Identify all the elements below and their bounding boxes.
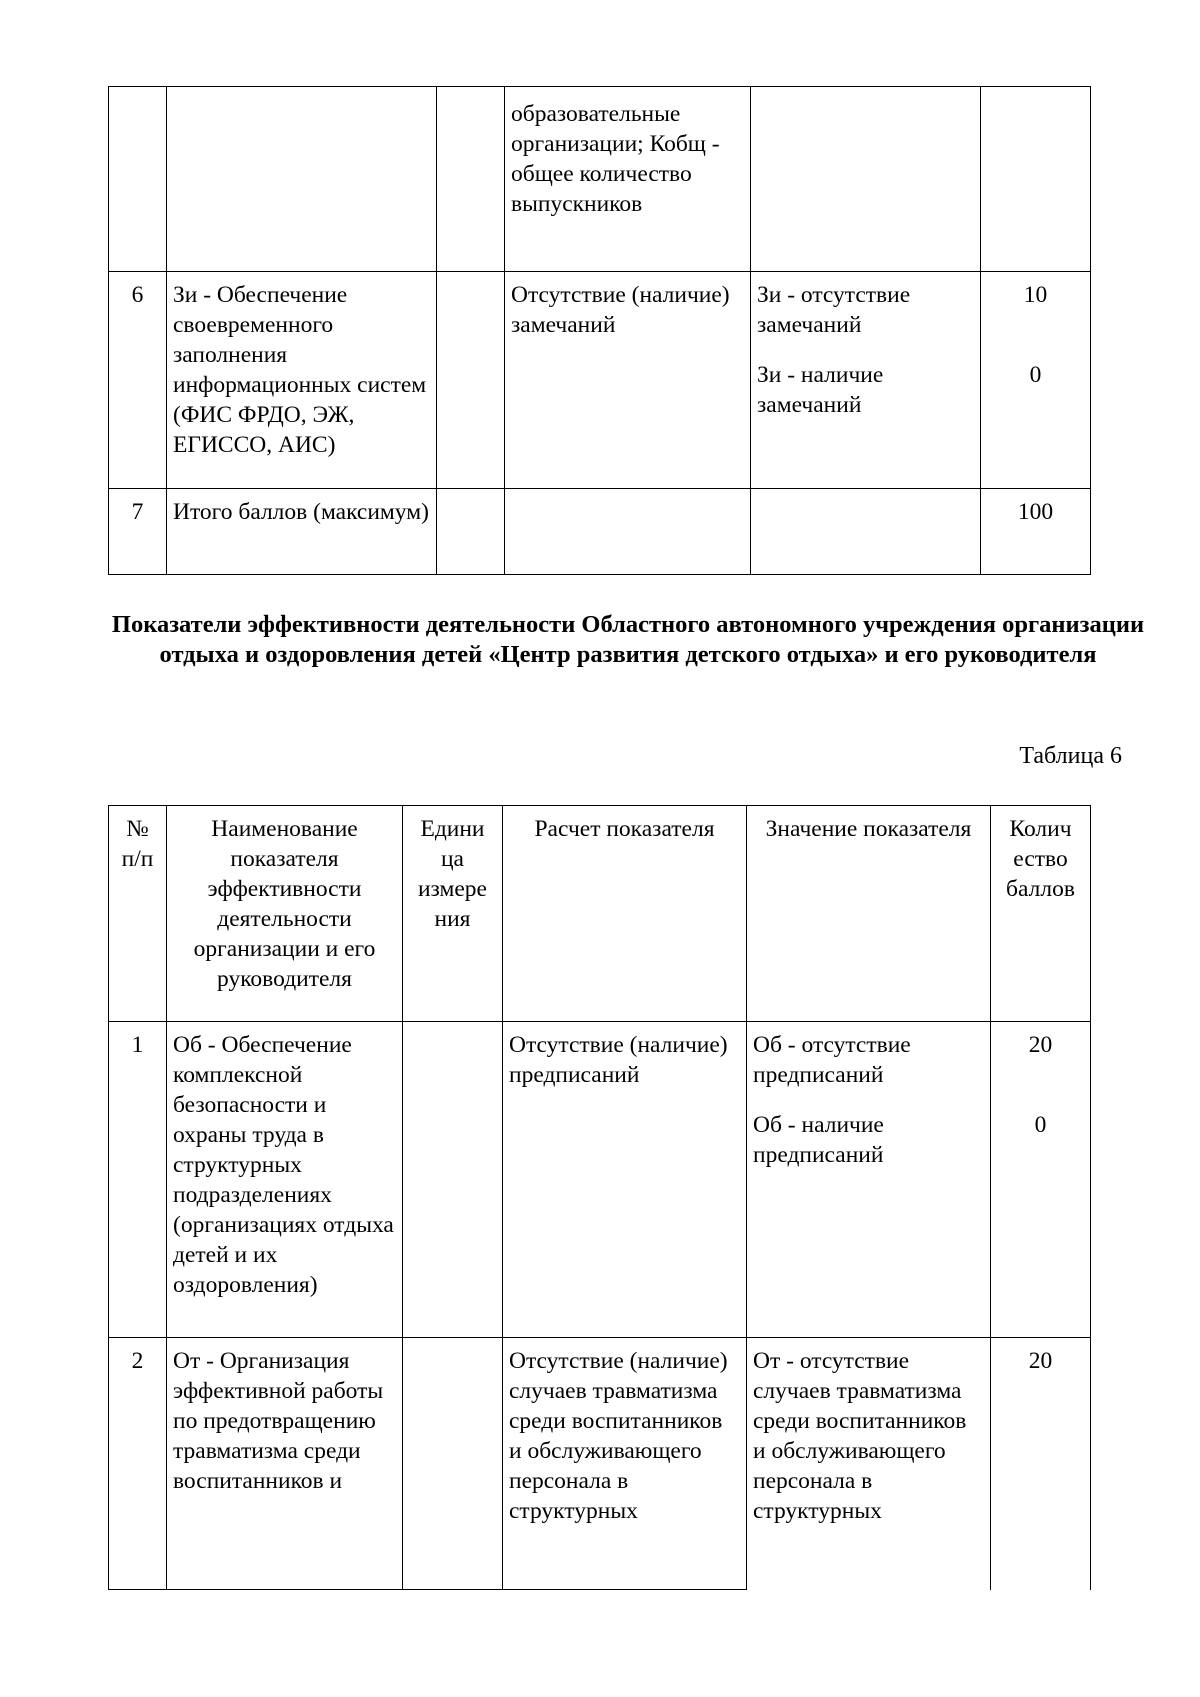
points-cell: 20 bbox=[991, 1338, 1091, 1590]
table-caption: Таблица 6 bbox=[1019, 743, 1122, 769]
row-number-cell: 2 bbox=[109, 1338, 167, 1590]
value-cell: От - отсутствие случаев травматизма среди воспитанников и обслуживающего персонала в структурных bbox=[747, 1338, 991, 1590]
row-number-cell: 7 bbox=[109, 489, 167, 575]
unit-cell bbox=[403, 1338, 503, 1590]
indicator-name-cell: Об - Обеспечение комплексной безопасности и охраны труда в структурных подразделениях (организациях отдыха детей и их оздоровления) bbox=[167, 1022, 403, 1338]
table-6 bbox=[108, 805, 1091, 1590]
header-value: Значение показателя bbox=[747, 806, 991, 1022]
points-cell: 100 bbox=[981, 489, 1091, 575]
unit-cell bbox=[437, 489, 505, 575]
unit-cell bbox=[437, 87, 505, 272]
header-unit: Едини ца измере ния bbox=[403, 806, 503, 1022]
table-row bbox=[109, 1022, 1091, 1338]
calculation-cell bbox=[505, 489, 751, 575]
value-cell bbox=[751, 489, 981, 575]
header-indicator-name: Наименование показателя эффективности деятельности организации и его руководителя bbox=[167, 806, 403, 1022]
points-cell bbox=[991, 1022, 1091, 1338]
value-cell bbox=[747, 1022, 991, 1338]
points-value: 0 bbox=[1034, 1112, 1047, 1138]
value-option: Об - отсутствие предписаний bbox=[753, 1032, 911, 1088]
section-heading: Показатели эффективности деятельности Областного автономного учреждения организации отдыха и оздоровления детей «Центр развития детского отдыха» и его руководителя bbox=[111, 611, 1145, 668]
calculation-cell: Отсутствие (наличие) случаев травматизма среди воспитанников и обслуживающего персонала в структурных bbox=[503, 1338, 747, 1590]
value-option: Зи - отсутствие замечаний bbox=[757, 282, 911, 338]
header-calculation: Расчет показателя bbox=[503, 806, 747, 1022]
points-value: 0 bbox=[1029, 362, 1042, 388]
row-number-cell: 6 bbox=[109, 272, 167, 489]
table-row bbox=[109, 489, 1091, 575]
table-5-continuation bbox=[108, 86, 1091, 575]
points-value: 20 bbox=[1028, 1032, 1053, 1058]
table-header-row bbox=[109, 806, 1091, 1022]
indicator-name-cell: Зи - Обеспечение своевременного заполнения информационных систем (ФИС ФРДО, ЭЖ, ЕГИССО, АИС) bbox=[167, 272, 437, 489]
calculation-cell: Отсутствие (наличие) предписаний bbox=[503, 1022, 747, 1338]
points-value: 10 bbox=[1023, 282, 1048, 308]
row-number-cell: 1 bbox=[109, 1022, 167, 1338]
calculation-cell: образовательные организации; Кобщ - общее количество выпускников bbox=[505, 87, 751, 272]
indicator-name-cell: От - Организация эффективной работы по предотвращению травматизма среди воспитанников и bbox=[167, 1338, 403, 1590]
table-row bbox=[109, 1338, 1091, 1590]
calculation-cell: Отсутствие (наличие) замечаний bbox=[505, 272, 751, 489]
value-option: Об - наличие предписаний bbox=[753, 1112, 884, 1168]
points-cell bbox=[981, 87, 1091, 272]
table-row bbox=[109, 87, 1091, 272]
header-points: Колич ество баллов bbox=[991, 806, 1091, 1022]
value-option: Зи - наличие замечаний bbox=[757, 362, 884, 418]
indicator-name-cell: Итого баллов (максимум) bbox=[167, 489, 437, 575]
value-cell bbox=[751, 87, 981, 272]
header-row-number: № п/п bbox=[109, 806, 167, 1022]
indicator-name-cell bbox=[167, 87, 437, 272]
row-number-cell bbox=[109, 87, 167, 272]
unit-cell bbox=[437, 272, 505, 489]
value-cell bbox=[751, 272, 981, 489]
table-row bbox=[109, 272, 1091, 489]
points-cell bbox=[981, 272, 1091, 489]
unit-cell bbox=[403, 1022, 503, 1338]
